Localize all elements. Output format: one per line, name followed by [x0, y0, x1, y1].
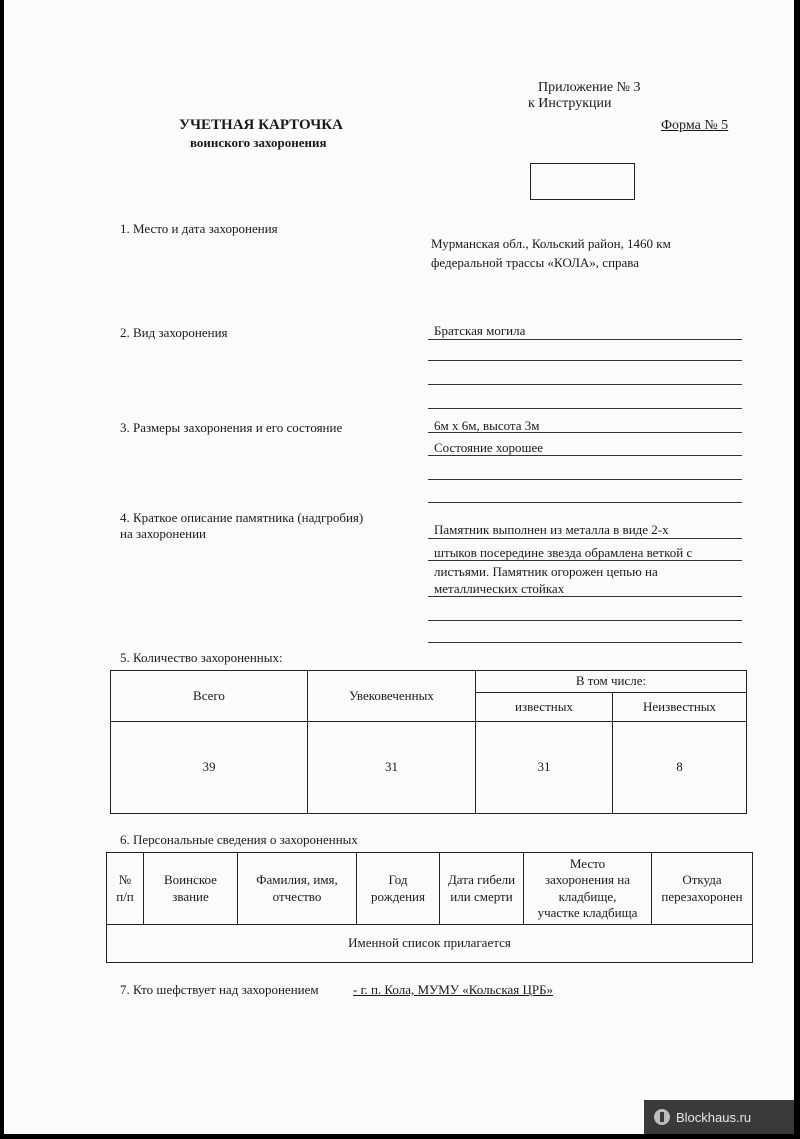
section-1-value-line2: федеральной трассы «КОЛА», справа — [431, 255, 640, 270]
value-known: 31 — [476, 722, 613, 814]
section-4-label-line1: 4. Краткое описание памятника (надгробия) — [120, 510, 364, 525]
section-3-line-2 — [428, 455, 742, 456]
document-page — [4, 0, 794, 1134]
section-2-label: 2. Вид захоронения — [120, 325, 228, 340]
header-name-line2: отчество — [272, 888, 322, 904]
header-place-line3: кладбище, — [558, 888, 617, 904]
section-4-label-line2: на захоронении — [120, 526, 206, 541]
header-rank — [144, 853, 238, 925]
header-rank-line1: Воинское — [164, 872, 217, 888]
header-name-line1: Фамилия, имя, — [256, 872, 338, 888]
value-unknown: 8 — [613, 722, 747, 814]
registration-number-box — [530, 163, 635, 200]
value-total: 39 — [111, 722, 308, 814]
header-burial-place — [524, 853, 652, 925]
form-number: Форма № 5 — [661, 118, 729, 133]
header-memorialized: Увековеченных — [308, 671, 476, 722]
section-3-line-3 — [428, 479, 742, 480]
header-from-line1: Откуда — [682, 872, 722, 888]
section-4-value-line3: листьями. Памятник огорожен цепью на — [434, 564, 658, 579]
section-2-line-4 — [428, 408, 742, 409]
site-watermark — [644, 1100, 794, 1134]
name-list-note: Именной список прилагается — [107, 925, 753, 963]
section-3-line-1 — [428, 432, 742, 433]
section-3-value-line2: Состояние хорошее — [434, 440, 543, 455]
instruction-label: к Инструкции — [528, 96, 612, 111]
header-including: В том числе: — [476, 671, 747, 693]
personal-data-table — [106, 852, 753, 963]
section-4-line-3 — [428, 596, 742, 597]
card-title: УЧЕТНАЯ КАРТОЧКА — [179, 117, 343, 133]
section-4-line-4 — [428, 620, 742, 621]
section-3-label: 3. Размеры захоронения и его состояние — [120, 420, 343, 435]
appendix-label: Приложение № 3 — [538, 80, 641, 95]
header-death-line2: или смерти — [450, 888, 513, 904]
header-reburied-from — [652, 853, 753, 925]
header-name — [238, 853, 357, 925]
section-3-value-line1: 6м х 6м, высота 3м — [434, 418, 540, 433]
header-total: Всего — [111, 671, 308, 722]
section-4-line-5 — [428, 642, 742, 643]
section-6-label: 6. Персональные сведения о захороненных — [120, 832, 358, 847]
header-number-line2: п/п — [116, 888, 134, 904]
burial-count-table — [110, 670, 747, 814]
section-4-line-1 — [428, 538, 742, 539]
section-3-line-4 — [428, 502, 742, 503]
header-from-line2: перезахоронен — [661, 888, 743, 904]
header-place-line4: участке кладбища — [537, 904, 638, 920]
header-place-line2: захоронения на — [544, 872, 630, 888]
section-4-value-line1: Памятник выполнен из металла в виде 2-х — [434, 522, 669, 537]
section-7-value: - г. п. Кола, МУМУ «Кольская ЦРБ» — [353, 982, 554, 997]
section-2-line-3 — [428, 384, 742, 385]
header-birth-line1: Год — [388, 872, 408, 888]
blockhaus-logo-icon — [654, 1109, 670, 1125]
section-2-line-1 — [428, 339, 742, 340]
section-7-label: 7. Кто шефствует над захоронением — [120, 982, 319, 997]
header-birth-line2: рождения — [371, 888, 425, 904]
watermark-text: Blockhaus.ru — [676, 1109, 752, 1125]
section-1-value-line1: Мурманская обл., Кольский район, 1460 км — [431, 236, 671, 251]
section-4-value-line4: металлических стойках — [434, 581, 565, 596]
section-2-value: Братская могила — [434, 323, 526, 338]
header-birth-year — [357, 853, 440, 925]
header-rank-line2: звание — [172, 888, 209, 904]
header-unknown: Неизвестных — [613, 693, 747, 722]
section-2-line-2 — [428, 360, 742, 361]
section-1-label: 1. Место и дата захоронения — [120, 221, 278, 236]
header-number-line1: № — [118, 872, 132, 888]
section-4-line-2 — [428, 560, 742, 561]
header-death-line1: Дата гибели — [447, 872, 516, 888]
header-death-date — [440, 853, 524, 925]
section-4-value-line2: штыков посередине звезда обрамлена веткой с — [434, 545, 693, 560]
header-place-line1: Место — [569, 856, 606, 871]
card-subtitle: воинского захоронения — [190, 135, 327, 150]
header-number — [107, 853, 144, 925]
section-5-label: 5. Количество захороненных: — [120, 650, 283, 665]
header-known: известных — [476, 693, 613, 722]
value-memorialized: 31 — [308, 722, 476, 814]
